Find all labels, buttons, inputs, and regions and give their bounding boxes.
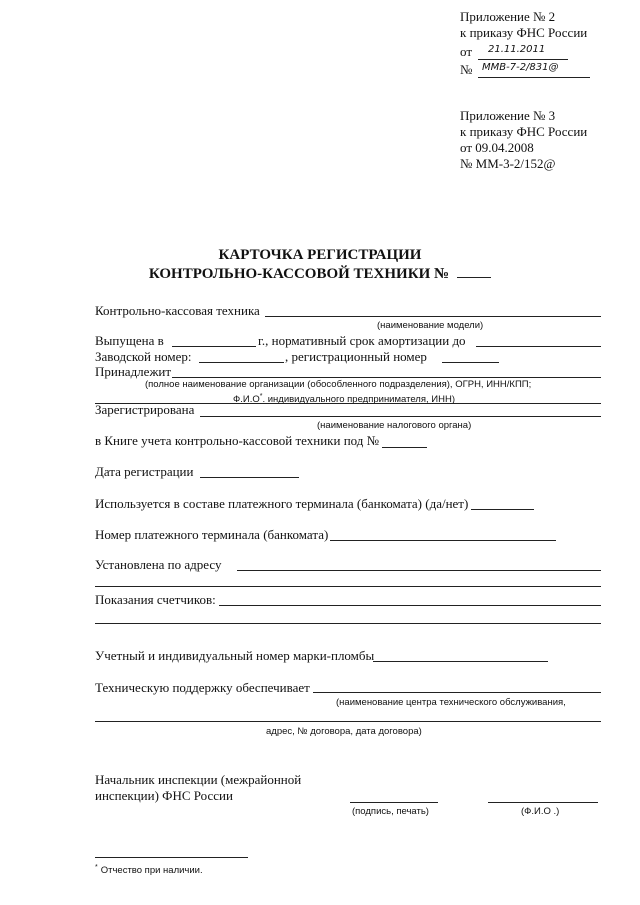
owner-label: Принадлежит xyxy=(95,364,172,379)
book-label: в Книге учета контрольно-кассовой техники под № xyxy=(95,433,380,448)
counters-label: Показания счетчиков: xyxy=(95,592,216,607)
appendix-3-order: к приказу ФНС России xyxy=(460,124,588,139)
card-title-line1: КАРТОЧКА РЕГИСТРАЦИИ xyxy=(218,247,422,263)
footnote: * Отчество при наличии. xyxy=(95,864,203,877)
appendix-3-title: Приложение № 3 xyxy=(460,108,556,123)
address-label: Установлена по адресу xyxy=(95,557,222,572)
appendix-2-num-line xyxy=(478,77,590,78)
owner-hint-2: Ф.И.О*. индивидуального предпринимателя, ИНН) xyxy=(233,393,455,406)
signatory-title-line1: Начальник инспекции (межрайонной xyxy=(95,772,302,787)
issued-mid-label: г., нормативный срок амортизации до xyxy=(258,333,466,348)
address-field[interactable] xyxy=(237,570,601,571)
fio-field[interactable] xyxy=(488,802,598,803)
reg-date-field[interactable] xyxy=(200,477,299,478)
kkt-model-field[interactable] xyxy=(265,316,601,317)
appendix-2-order: к приказу ФНС России xyxy=(460,25,588,40)
book-number-field[interactable] xyxy=(382,447,427,448)
appendix-2-title: Приложение № 2 xyxy=(460,9,556,24)
card-title-line2-wrap xyxy=(0,265,640,283)
kkt-label: Контрольно-кассовая техника xyxy=(95,303,260,318)
appendix-2-date-prefix: от xyxy=(460,44,473,59)
footnote-separator xyxy=(95,857,248,858)
support-hint-2: адрес, № договора, дата договора) xyxy=(266,726,422,737)
support-label: Техническую поддержку обеспечивает xyxy=(95,680,310,695)
issued-year-field[interactable] xyxy=(172,346,256,347)
card-title-line2: КОНТРОЛЬНО-КАССОВОЙ ТЕХНИКИ № xyxy=(148,266,450,282)
seal-label: Учетный и индивидуальный номер марки-пломбы xyxy=(95,648,375,663)
serial-number-field[interactable] xyxy=(199,362,284,363)
signature-field[interactable] xyxy=(350,802,438,803)
owner-hint-1: (полное наименование организации (обособленного подразделения), ОГРН, ИНН/КПП; xyxy=(145,379,532,390)
appendix-2-date-handwritten: 21.11.2011 xyxy=(488,44,546,55)
serial-label: Заводской номер: xyxy=(95,349,192,364)
reg-number-field[interactable] xyxy=(442,362,499,363)
terminal-number-label: Номер платежного терминала (банкомата) xyxy=(95,527,329,542)
terminal-label: Используется в составе платежного терминала (банкомата) (да/нет) xyxy=(95,496,469,511)
appendix-3-number: № ММ-3-2/152@ xyxy=(460,156,556,171)
seal-number-field[interactable] xyxy=(373,661,548,662)
fio-hint: (Ф.И.О .) xyxy=(521,806,560,817)
appendix-2-num-prefix: № xyxy=(460,62,473,77)
tax-authority-field[interactable] xyxy=(200,416,601,417)
appendix-2-date-line xyxy=(478,59,568,60)
amortization-date-field[interactable] xyxy=(476,346,601,347)
tax-authority-hint: (наименование налогового органа) xyxy=(317,420,472,431)
terminal-yesno-field[interactable] xyxy=(471,509,534,510)
issued-label: Выпущена в xyxy=(95,333,164,348)
card-number-field[interactable] xyxy=(457,265,491,278)
support-field[interactable] xyxy=(313,692,601,693)
counters-field-line2[interactable] xyxy=(95,623,601,624)
owner-field[interactable] xyxy=(172,377,601,378)
reg-date-label: Дата регистрации xyxy=(95,464,194,479)
appendix-3-date: от 09.04.2008 xyxy=(460,140,534,155)
appendix-2-num-handwritten: ММВ-7-2/831@ xyxy=(482,62,559,73)
support-hint: (наименование центра технического обслуживания, xyxy=(336,697,566,708)
support-field-line2[interactable] xyxy=(95,721,601,722)
terminal-number-field[interactable] xyxy=(330,540,556,541)
counters-field[interactable] xyxy=(219,605,601,606)
registered-label: Зарегистрирована xyxy=(95,402,195,417)
reg-number-label: , регистрационный номер xyxy=(285,349,427,364)
signature-hint: (подпись, печать) xyxy=(352,806,429,817)
kkt-model-hint: (наименование модели) xyxy=(377,320,484,331)
signatory-title-line2: инспекции) ФНС России xyxy=(95,788,233,803)
address-field-line2[interactable] xyxy=(95,586,601,587)
